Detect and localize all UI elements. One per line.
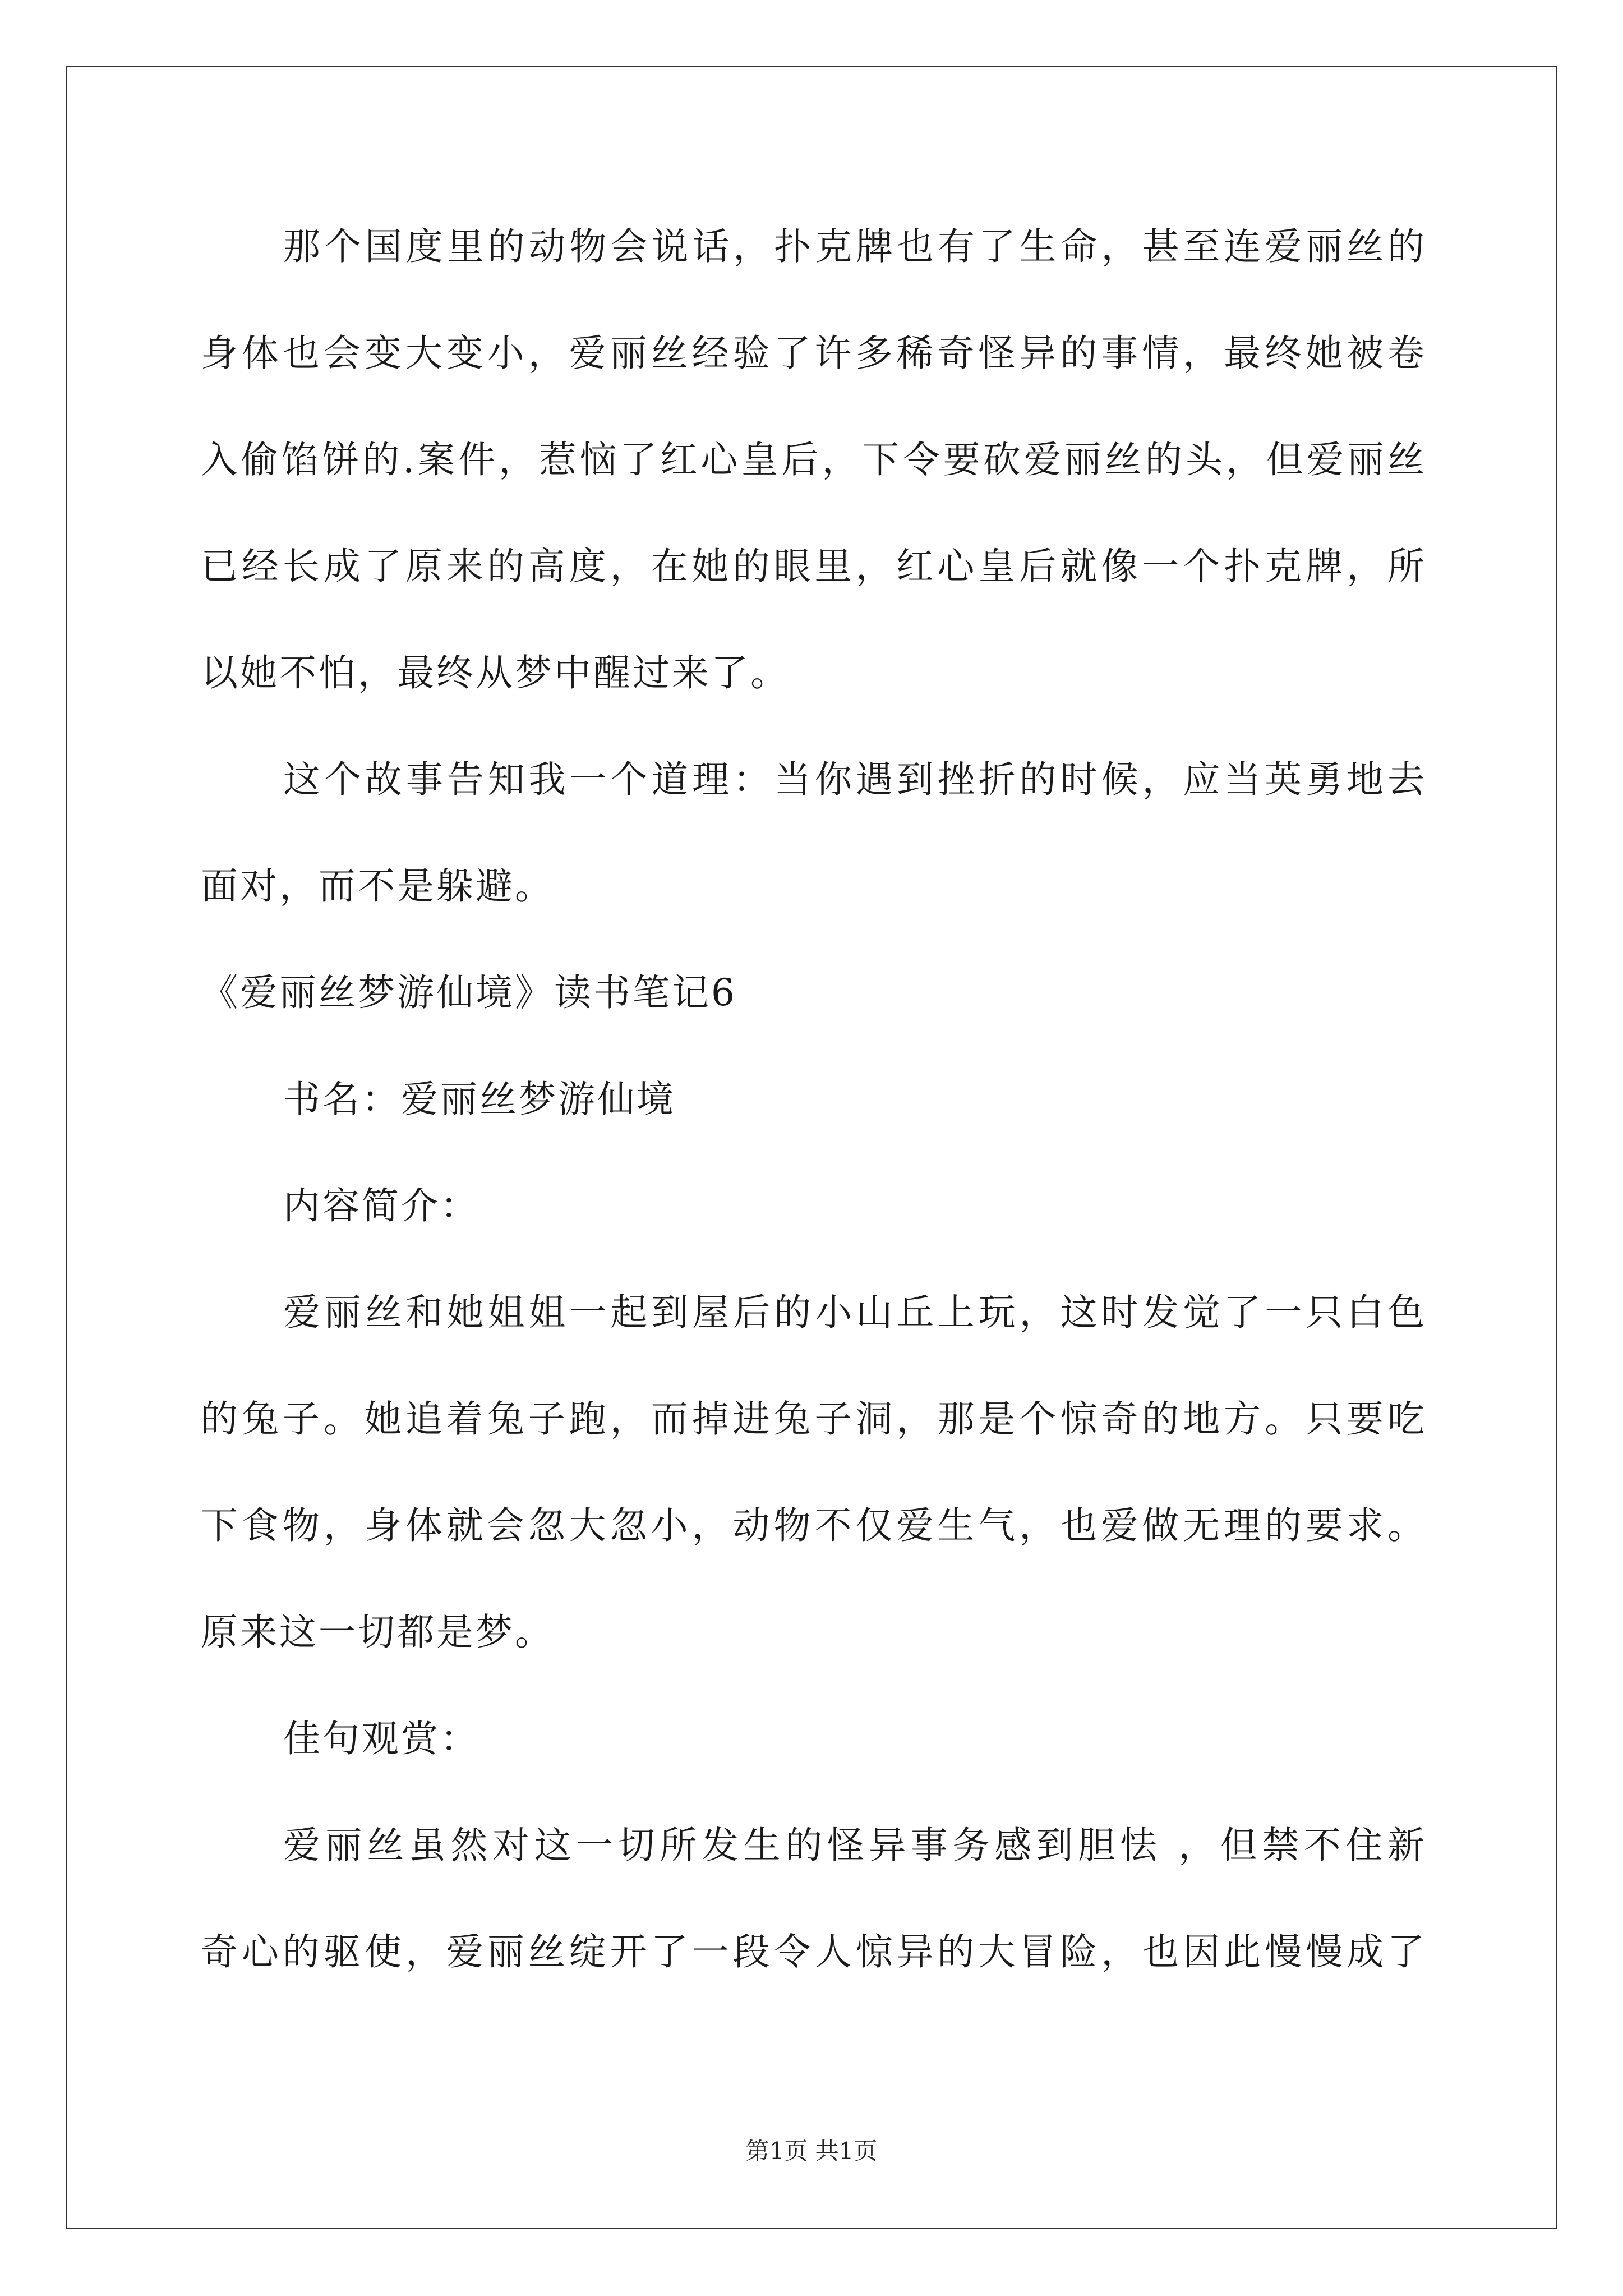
- paragraph-line: 书名：爱丽丝梦游仙境: [283, 1078, 676, 1121]
- page-border: [66, 66, 1557, 2229]
- paragraph-line: 爱丽丝和她姐姐一起到屋后的小山丘上玩，这时发觉了一只白色: [283, 1291, 1427, 1334]
- paragraph-line: 奇心的驱使，爱丽丝绽开了一段令人惊异的大冒险，也因此慢慢成了: [201, 1930, 1427, 1973]
- paragraph-line: 以她不怕，最终从梦中醒过来了。: [201, 651, 790, 694]
- paragraph-line: 已经长成了原来的高度，在她的眼里，红心皇后就像一个扑克牌，所: [201, 545, 1427, 588]
- paragraph-line: 内容简介：: [283, 1184, 479, 1227]
- paragraph-line: 爱丽丝虽然对这一切所发生的怪异事务感到胆怯 ，但禁不住新: [283, 1824, 1427, 1867]
- paragraph-line: 这个故事告知我一个道理：当你遇到挫折的时候，应当英勇地去: [283, 758, 1427, 801]
- paragraph-line: 原来这一切都是梦。: [201, 1611, 554, 1654]
- paragraph-line: 入偷馅饼的.案件，惹恼了红心皇后，下令要砍爱丽丝的头，但爱丽丝: [201, 438, 1427, 481]
- paragraph-line: 面对，而不是躲避。: [201, 864, 554, 908]
- paragraph-line: 那个国度里的动物会说话，扑克牌也有了生命，甚至连爱丽丝的: [283, 225, 1427, 268]
- paragraph-line: 身体也会变大变小，爱丽丝经验了许多稀奇怪异的事情，最终她被卷: [201, 332, 1427, 375]
- section-heading: 《爱丽丝梦游仙境》读书笔记6: [201, 971, 737, 1014]
- paragraph-line: 的兔子。她追着兔子跑，而掉进兔子洞，那是个惊奇的地方。只要吃: [201, 1397, 1427, 1441]
- paragraph-line: 佳句观赏：: [283, 1717, 479, 1760]
- paragraph-line: 下食物，身体就会忽大忽小，动物不仅爱生气，也爱做无理的要求。: [201, 1504, 1427, 1547]
- page-number-footer: 第1页 共1页: [745, 2137, 878, 2165]
